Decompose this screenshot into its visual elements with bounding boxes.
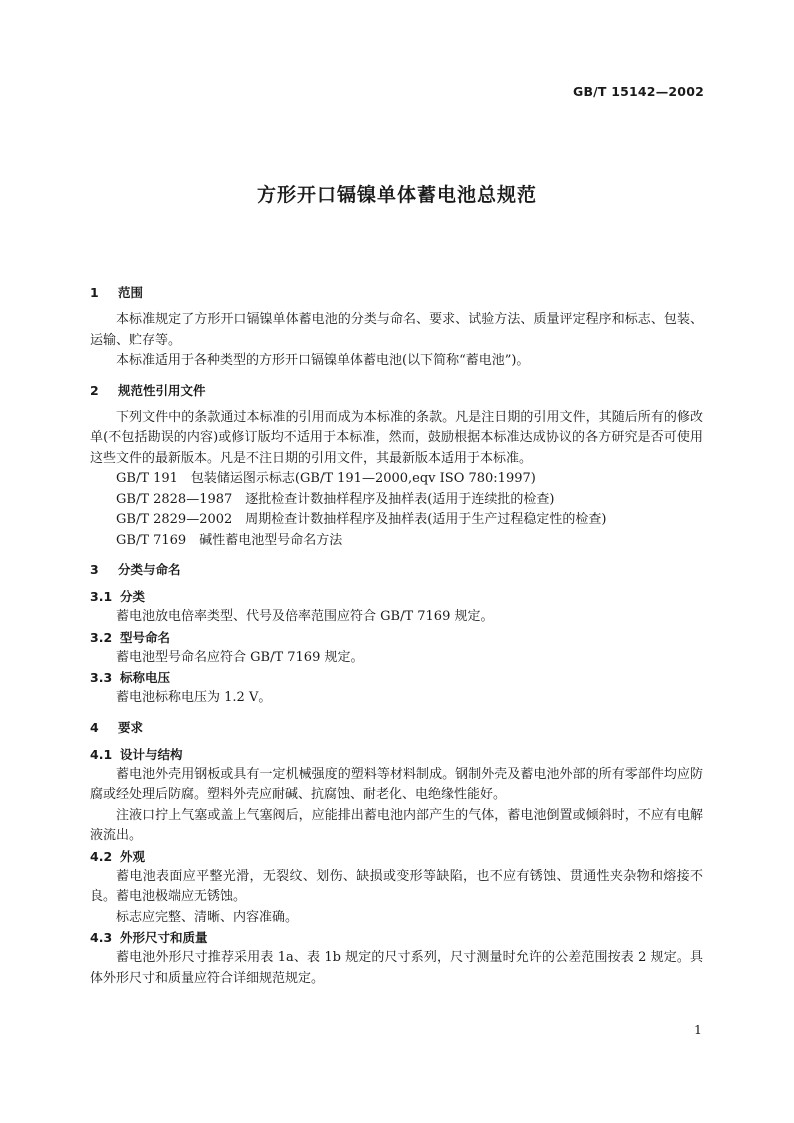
subsection-title: 型号命名 [120,629,171,645]
section-title: 要求 [118,719,144,735]
document-body [90,283,703,989]
section-heading [90,283,703,303]
paragraph: 本标准规定了方形开口镉镍单体蓄电池的分类与命名、要求、试验方法、质量评定程序和标志、包装、运输、贮存等。 [90,312,703,348]
paragraph: 蓄电池放电倍率类型、代号及倍率范围应符合 GB/T 7169 规定。 [116,609,494,624]
reference-item: GB/T 2828—1987 逐批检查计数抽样程序及抽样表(适用于连续批的检查) [116,491,555,507]
section-heading [90,560,703,580]
subsection-heading [90,668,703,688]
subsection-heading [90,745,703,765]
subsection-number: 3.1 [90,589,113,604]
page-number: 1 [694,1022,702,1037]
document-title: 方形开口镉镍单体蓄电池总规范 [256,184,537,206]
subsection-number: 3.3 [90,670,113,685]
section-heading [90,381,703,401]
subsection-heading [90,587,703,607]
paragraph: 蓄电池外形尺寸推荐采用表 1a、表 1b 规定的尺寸系列，尺寸测量时允许的公差范围按表 2 规定。具体外形尺寸和质量应符合详细规范规定。 [90,950,703,986]
paragraph: 蓄电池型号命名应符合 GB/T 7169 规定。 [116,649,364,665]
paragraph: 蓄电池外壳用钢板或具有一定机械强度的塑料等材料制成。钢制外壳及蓄电池外部的所有零部件均应防腐或经处理后防腐。塑料外壳应耐碱、抗腐蚀、耐老化、电绝缘性能好。 [90,766,703,802]
section-title: 范围 [118,285,144,300]
subsection-title: 外形尺寸和质量 [120,930,208,945]
subsection-title: 标称电压 [120,670,171,685]
paragraph: 下列文件中的条款通过本标准的引用而成为本标准的条款。凡是注日期的引用文件，其随后所有的修改单(不包括勘误的内容)或修订版均不适用于本标准，然而，鼓励根据本标准达成协议的各方研究是否可使用这些文件的最新版本。凡是不注日期的引用文件，其最新版本适用于本标准。 [90,409,703,466]
paragraph: 注液口拧上气塞或盖上气塞阀后，应能排出蓄电池内部产生的气体，蓄电池倒置或倾斜时，不应有电解液流出。 [90,807,703,843]
section-heading [90,718,703,738]
subsection-number: 4.2 [90,848,113,864]
section-title: 分类与命名 [118,562,181,577]
paragraph: 蓄电池表面应平整光滑，无裂纹、划伤、缺损或变形等缺陷，也不应有锈蚀、贯通性夹杂物和熔接不良。蓄电池极端应无锈蚀。 [90,868,703,904]
paragraph: 本标准适用于各种类型的方形开口镉镍单体蓄电池(以下简称“蓄电池”)。 [116,353,530,368]
subsection-heading [90,928,703,948]
standard-number: GB/T 15142—2002 [572,84,704,99]
section-number: 2 [90,382,99,398]
reference-item: GB/T 191 包装储运图示标志(GB/T 191—2000,eqv ISO 780:1997) [116,471,536,486]
reference-item: GB/T 2829—2002 周期检查计数抽样程序及抽样表(适用于生产过程稳定性的检查) [116,512,607,527]
reference-item: GB/T 7169 碱性蓄电池型号命名方法 [116,532,343,548]
subsection-number: 4.1 [90,746,113,762]
paragraph: 标志应完整、清晰、内容准确。 [116,909,299,925]
subsection-title: 设计与结构 [120,746,183,762]
section-number: 3 [90,562,99,577]
subsection-title: 外观 [120,848,146,864]
subsection-title: 分类 [120,589,146,604]
subsection-number: 4.3 [90,930,113,945]
subsection-heading [90,628,703,648]
subsection-number: 3.2 [90,629,113,645]
section-number: 4 [90,719,99,735]
section-title: 规范性引用文件 [118,382,206,398]
paragraph: 蓄电池标称电压为 1.2 V。 [116,690,272,705]
section-number: 1 [90,285,99,300]
subsection-heading [90,847,703,867]
